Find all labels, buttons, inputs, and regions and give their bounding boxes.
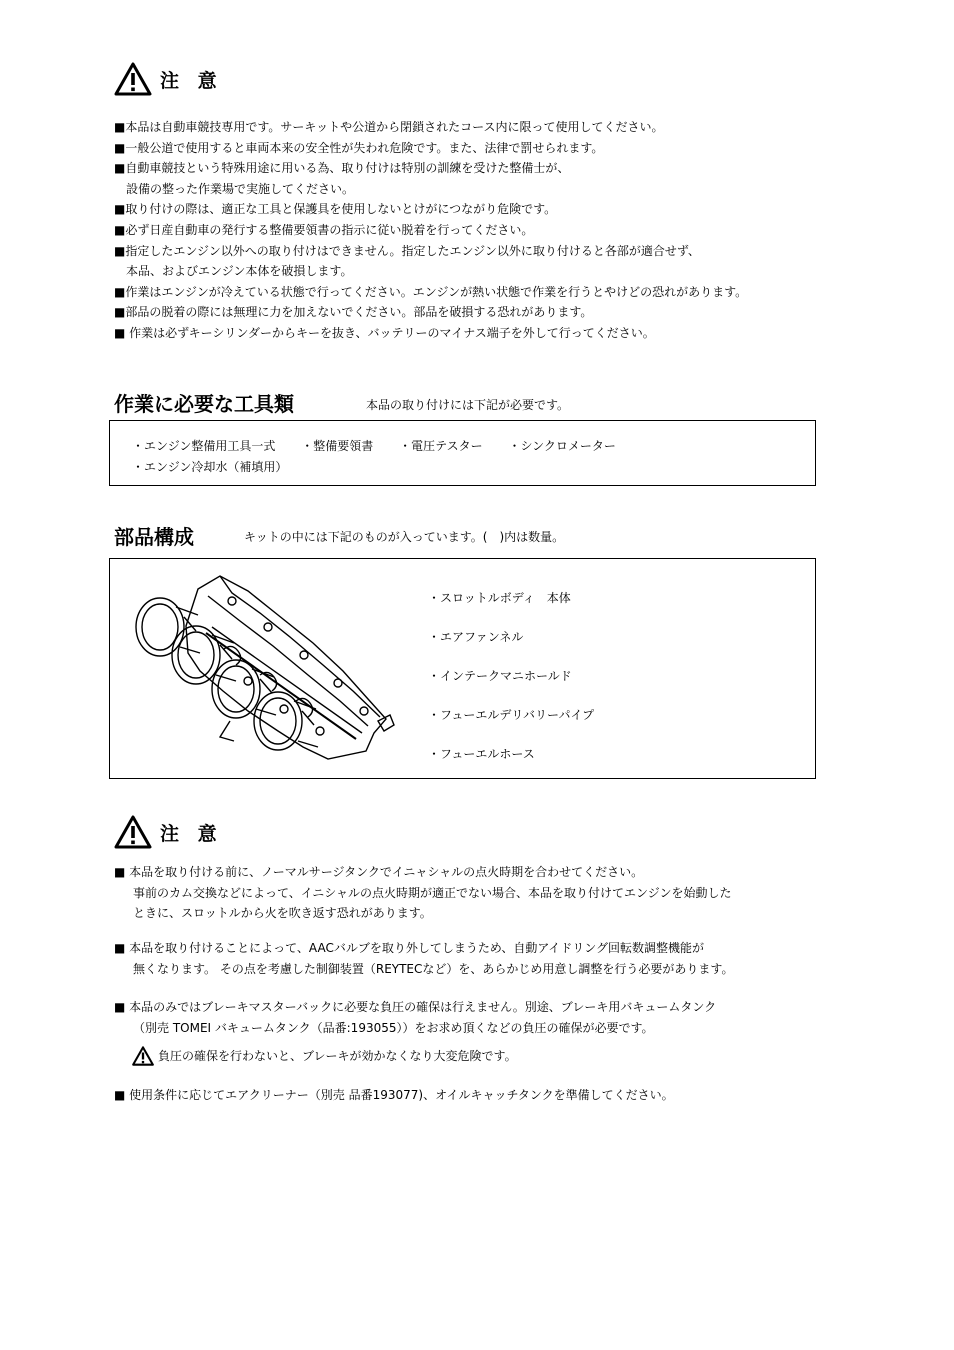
caution-line: （別売 TOMEI バキュームタンク（品番:193055））をお求め頂くなどの負圧の確保が必要です。 <box>133 1020 654 1035</box>
caution-line: 設備の整った作業場で実施してください。 <box>126 181 355 196</box>
part-item: ・スロットルボディ 本体 <box>428 591 571 605</box>
caution-header-2 <box>114 815 223 849</box>
caution-line: ■ 本品のみではブレーキマスターバックに必要な負圧の確保は行えません。別途、ブレーキ用バキュームタンク <box>114 1000 717 1014</box>
tools-row-2 <box>132 458 309 475</box>
caution-line: ■部品の脱着の際には無理に力を加えないでください。部品を破損する恐れがあります。 <box>114 305 593 320</box>
caution2-para-1 <box>114 862 731 924</box>
tools-row-1 <box>132 437 638 454</box>
caution-line: 事前のカム交換などによって、イニシャルの点火時期が適正でない場合、本品を取り付けてエンジンを始動した <box>133 885 732 900</box>
caution-line: ■指定したエンジン以外への取り付けはできません。指定したエンジン以外に取り付けると各部が適合せず、 <box>114 243 700 258</box>
vacuum-warning-text: 負圧の確保を行わないと、ブレーキが効かなくなり大変危険です。 <box>158 1049 517 1063</box>
caution-list-1 <box>114 117 747 344</box>
caution-line: 無くなります。 その点を考慮した制御装置（REYTECなど）を、あらかじめ用意し調整を行う必要があります。 <box>133 961 734 976</box>
parts-box <box>109 558 816 779</box>
tool-item: ・シンクロメーター <box>508 439 616 453</box>
tools-box <box>109 420 816 486</box>
caution-line: ■作業はエンジンが冷えている状態で行ってください。エンジンが熱い状態で作業を行うとやけどの恐れがあります。 <box>114 284 748 299</box>
caution-title: 注 意 <box>160 822 223 845</box>
throttle-body-illustration <box>128 571 398 766</box>
tool-item: ・整備要領書 <box>301 439 374 453</box>
caution-line: 本品、およびエンジン本体を破損します。 <box>126 264 353 279</box>
tool-item: ・エンジン整備用工具一式 <box>132 439 276 453</box>
caution2-para-2 <box>114 938 733 979</box>
tool-item: ・エンジン冷却水（補填用） <box>132 460 288 474</box>
caution-line: ■ 本品を取り付ける前に、ノーマルサージタンクでイニャシャルの点火時期を合わせてください。 <box>114 865 644 879</box>
warning-triangle-icon <box>114 815 152 849</box>
caution-line: ■一般公道で使用すると車両本来の安全性が失われ危険です。また、法律で罰せられます。 <box>114 140 604 155</box>
part-item: ・インテークマニホールド <box>428 669 572 683</box>
part-item: ・エアファンネル <box>428 630 524 644</box>
tool-item: ・電圧テスター <box>399 439 483 453</box>
caution-line: ■ 本品を取り付けることによって、AACバルブを取り外してしまうため、自動アイドリング回転数調整機能が <box>114 941 705 955</box>
caution-line: ■必ず日産自動車の発行する整備要領書の指示に従い脱着を行ってください。 <box>114 222 534 237</box>
part-item: ・フューエルホース <box>428 747 535 761</box>
caution-line: ■本品は自動車競技専用です。サーキットや公道から閉鎖されたコース内に限って使用してください。 <box>114 120 664 134</box>
tools-note: 本品の取り付けには下記が必要です。 <box>366 398 570 412</box>
caution-line: ときに、スロットルから火を吹き返す恐れがあります。 <box>133 906 432 920</box>
parts-title: 部品構成 <box>114 525 194 549</box>
parts-note: キットの中には下記のものが入っています。( )内は数量。 <box>244 530 565 544</box>
vacuum-warning <box>132 1046 517 1067</box>
caution-line: ■自動車競技という特殊用途に用いる為、取り付けは特別の訓練を受けた整備士が、 <box>114 161 570 176</box>
warning-triangle-icon <box>114 62 152 96</box>
caution-line: ■ 作業は必ずキーシリンダーからキーを抜き、バッテリーのマイナス端子を外して行ってください。 <box>114 325 655 340</box>
caution2-para-3 <box>114 997 716 1038</box>
tools-title: 作業に必要な工具類 <box>114 392 294 416</box>
warning-triangle-icon <box>132 1046 154 1066</box>
caution-title: 注 意 <box>160 69 223 92</box>
part-item: ・フューエルデリバリーパイプ <box>428 708 595 722</box>
caution-line: ■取り付けの際は、適正な工具と保護具を使用しないとけがにつながり危険です。 <box>114 202 557 217</box>
caution-header-1 <box>114 62 223 96</box>
caution2-para-4 <box>114 1085 674 1106</box>
caution-line: ■ 使用条件に応じてエアクリーナー（別売 品番193077)、オイルキャッチタンクを準備してください。 <box>114 1088 674 1102</box>
